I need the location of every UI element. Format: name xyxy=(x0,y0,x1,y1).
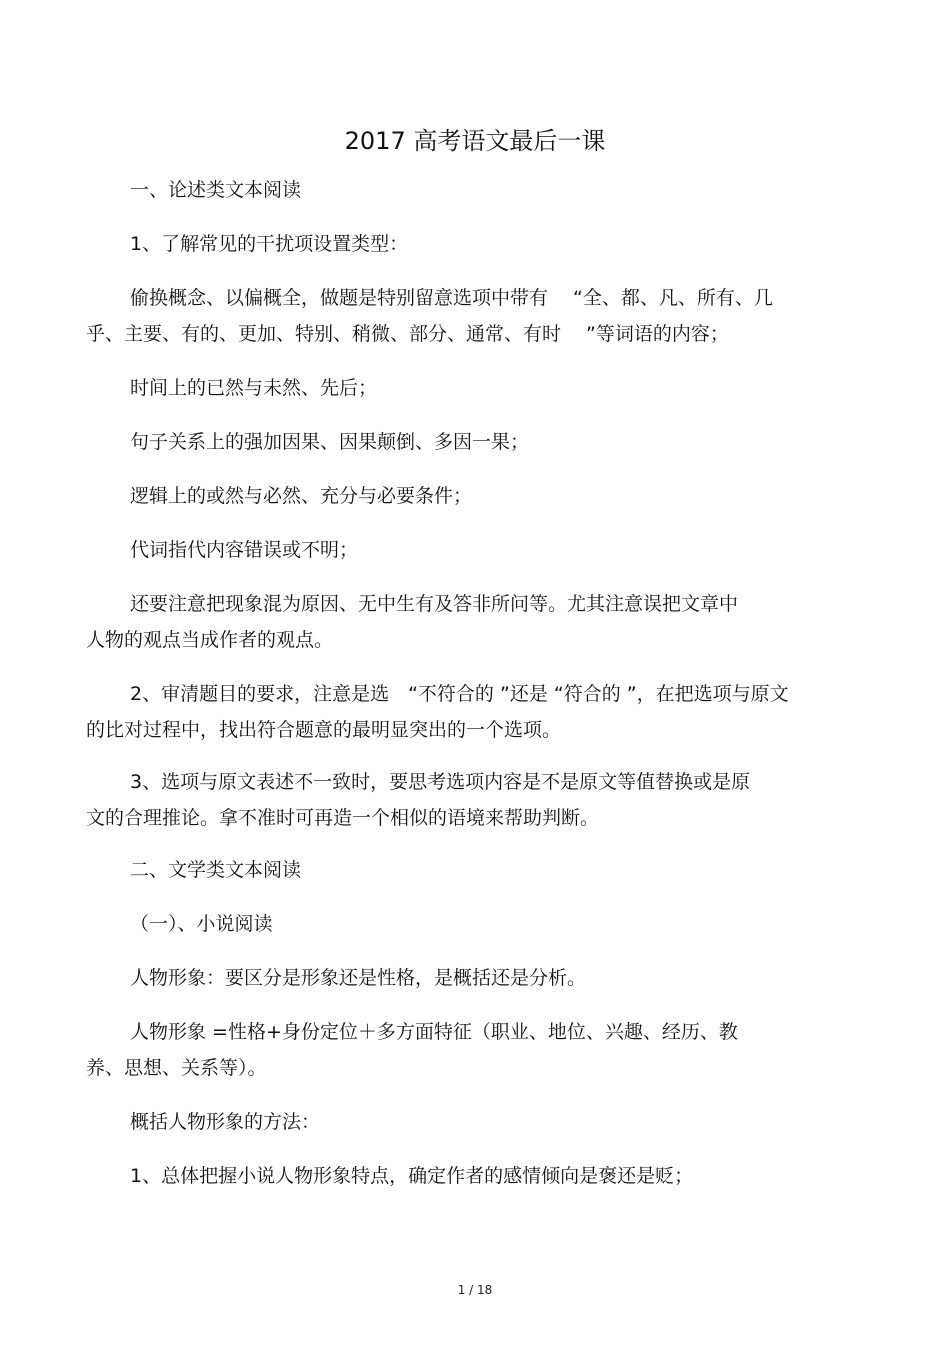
text-line: 二、文学类文本阅读 xyxy=(130,859,302,881)
page-total: 18 xyxy=(477,1283,493,1297)
paragraph-concept-swap xyxy=(86,280,856,352)
paragraph-character-image xyxy=(86,960,856,996)
text-line: 人物的观点当成作者的观点。 xyxy=(86,629,334,651)
text-line: 时间上的已然与未然、先后； xyxy=(130,377,378,399)
text-line: 2、审清题目的要求，注意是选 “不符合的 ”还是 “符合的 ”，在把选项与原文 xyxy=(130,683,789,705)
text-line: 的比对过程中，找出符合题意的最明显突出的一个选项。 xyxy=(86,719,562,741)
page-separator: / xyxy=(469,1283,474,1297)
paragraph-causality xyxy=(86,424,856,460)
text-line: 乎、主要、有的、更加、特别、稍微、部分、通常、有时 ”等词语的内容； xyxy=(86,323,729,345)
section-heading-argumentative xyxy=(86,172,856,208)
text-line: 养、思想、关系等）。 xyxy=(86,1057,267,1079)
text-line: 1、总体把握小说人物形象特点，确定作者的感情倾向是褒还是贬； xyxy=(130,1165,694,1187)
subsection-heading-novel xyxy=(86,906,856,942)
text-line: （一）、小说阅读 xyxy=(130,913,273,935)
text-line: 偷换概念、以偏概全，做题是特别留意选项中带有 “全、都、凡、所有、几 xyxy=(130,287,773,309)
document-title: 2017 高考语文最后一课 xyxy=(344,127,606,155)
paragraph-other-traps xyxy=(86,586,856,658)
paragraph-method-one xyxy=(86,1158,856,1194)
paragraph-time xyxy=(86,370,856,406)
text-line: 逻辑上的或然与必然、充分与必要条件； xyxy=(130,485,473,507)
text-line: 代词指代内容错误或不明； xyxy=(130,539,359,561)
text-line: 文的合理推论。拿不准时可再造一个相似的语境来帮助判断。 xyxy=(86,807,600,829)
text-line: 人物形象：要区分是形象还是性格，是概括还是分析。 xyxy=(130,967,587,989)
paragraph-character-formula xyxy=(86,1014,856,1086)
text-line: 1、了解常见的干扰项设置类型： xyxy=(130,233,409,255)
text-line: 人物形象 =性格+身份定位＋多方面特征（职业、地位、兴趣、经历、教 xyxy=(130,1021,738,1043)
page-number xyxy=(0,1282,950,1298)
page-current: 1 xyxy=(457,1283,466,1297)
text-line: 还要注意把现象混为原因、无中生有及答非所问等。尤其注意误把文章中 xyxy=(130,593,739,615)
paragraph-summary-methods xyxy=(86,1104,856,1140)
text-line: 3、选项与原文表述不一致时，要思考选项内容是不是原文等值替换或是原 xyxy=(130,771,751,793)
text-line: 一、论述类文本阅读 xyxy=(130,179,302,201)
paragraph-logic xyxy=(86,478,856,514)
paragraph-inconsistent-options xyxy=(86,764,856,836)
paragraph-distractor-types xyxy=(86,226,856,262)
section-heading-literary xyxy=(86,852,856,888)
paragraph-pronoun xyxy=(86,532,856,568)
text-line: 句子关系上的强加因果、因果颠倒、多因一果； xyxy=(130,431,530,453)
text-line: 概括人物形象的方法： xyxy=(130,1111,321,1133)
paragraph-read-question xyxy=(86,676,856,748)
